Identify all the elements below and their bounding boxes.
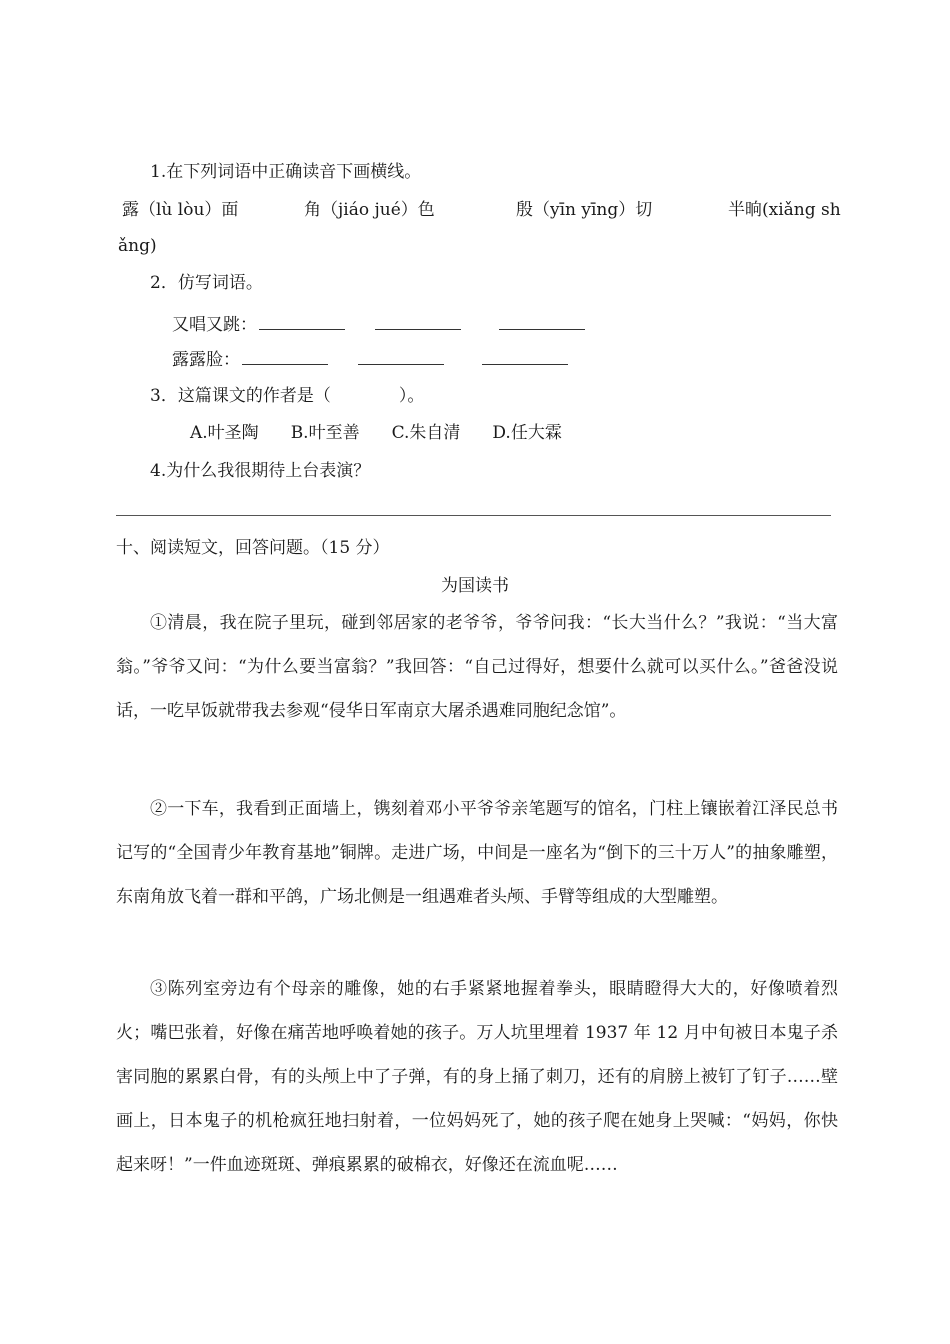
- pinyin-item-2: 角（jiáo jué）色: [304, 200, 435, 220]
- option-c[interactable]: C.朱自清: [391, 423, 461, 443]
- question-3-options: [190, 421, 594, 445]
- option-a[interactable]: A.叶圣陶: [190, 423, 259, 443]
- imitate-label-2: 露露脸：: [172, 350, 240, 370]
- passage-paragraph-2: ②一下车，我看到正面墙上，镌刻着邓小平爷爷亲笔题写的馆名，门柱上镶嵌着江泽民总书记写的“全国青少年教育基地”铜牌。走进广场，中间是一座名为“倒下的三十万人”的抽象雕塑，东南角放飞着一群和平鸽，广场北侧是一组遇难者头颅、手臂等组成的大型雕塑。: [116, 799, 838, 907]
- question-4-prompt: 4.为什么我很期待上台表演？: [150, 461, 371, 481]
- answer-line[interactable]: [116, 515, 831, 516]
- imitate-line-2: [172, 346, 568, 372]
- imitate-line-1: [172, 311, 585, 337]
- pinyin-item-4-continuation: ǎng): [118, 236, 157, 256]
- passage-paragraph-3: ③陈列室旁边有个母亲的雕像，她的右手紧紧地握着拳头，眼睛瞪得大大的，好像喷着烈火；嘴巴张着，好像在痛苦地呼唤着她的孩子。万人坑里埋着 1937 年 12 月中旬被日本鬼子杀害同胞的累累白骨，有的头颅上中了子弹，有的身上捅了刺刀，还有的肩膀上被钉了钉子……壁画上，日本鬼子的机枪疯狂地扫射着，一位妈妈死了，她的孩子爬在她身上哭喊：“妈妈，你快起来呀！”一件血迹斑斑、弹痕累累的破棉衣，好像还在流血呢……: [116, 979, 838, 1175]
- pinyin-item-3: 殷（yīn yīng）切: [516, 200, 653, 220]
- pinyin-item-4: 半晌(xiǎng sh: [728, 200, 841, 220]
- answer-blank[interactable]: [358, 346, 444, 365]
- pinyin-item-1: 露（lù lòu）面: [122, 200, 239, 220]
- question-2-prompt: 2．仿写词语。: [150, 273, 263, 293]
- imitate-label-1: 又唱又跳：: [172, 315, 257, 335]
- question-3-prompt: 3．这篇课文的作者是（ ）。: [150, 386, 425, 406]
- section-10-heading: 十、阅读短文，回答问题。（15 分）: [116, 538, 390, 558]
- answer-blank[interactable]: [242, 346, 328, 365]
- answer-blank[interactable]: [482, 346, 568, 365]
- question-1-prompt: 1.在下列词语中正确读音下画横线。: [150, 162, 422, 182]
- option-b[interactable]: B.叶至善: [290, 423, 360, 443]
- answer-blank[interactable]: [259, 311, 345, 330]
- option-d[interactable]: D.任大霖: [492, 423, 562, 443]
- passage-paragraph-1: ①清晨，我在院子里玩，碰到邻居家的老爷爷，爷爷问我：“长大当什么？”我说：“当大富翁。”爷爷又问：“为什么要当富翁？”我回答：“自己过得好，想要什么就可以买什么。”爸爸没说话，一吃早饭就带我去参观“侵华日军南京大屠杀遇难同胞纪念馆”。: [116, 613, 838, 721]
- passage-title: 为国读书: [441, 576, 509, 596]
- answer-blank[interactable]: [375, 311, 461, 330]
- answer-blank[interactable]: [499, 311, 585, 330]
